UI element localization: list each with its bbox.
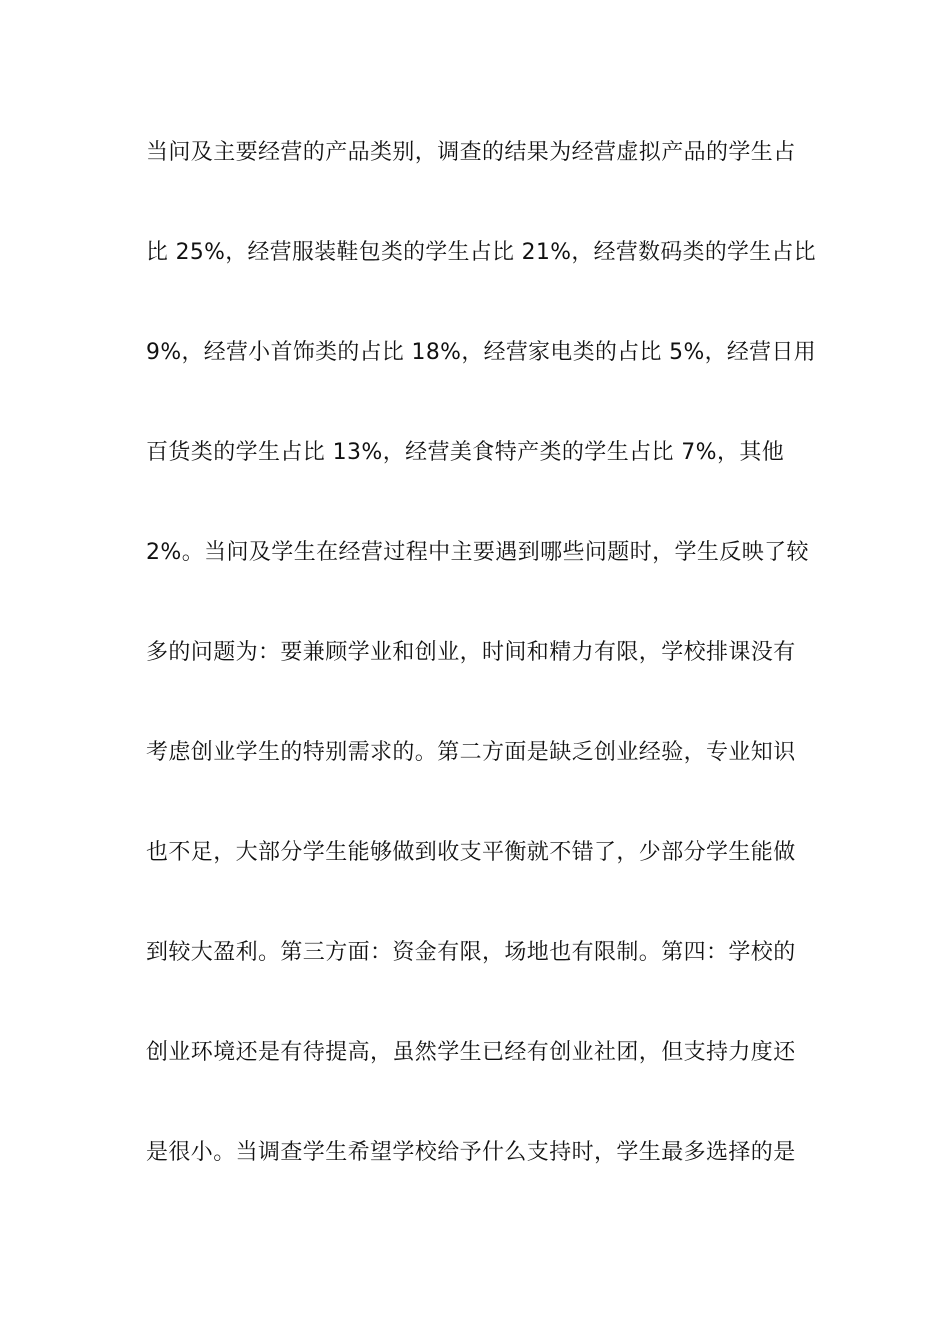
text-line: 比 25%，经营服装鞋包类的学生占比 21%，经营数码类的学生占比 bbox=[146, 240, 817, 265]
text-line: 9%，经营小首饰类的占比 18%，经营家电类的占比 5%，经营日用 bbox=[146, 340, 816, 365]
text-line: 2%。当问及学生在经营过程中主要遇到哪些问题时，学生反映了较 bbox=[146, 540, 809, 565]
text-line: 是很小。当调查学生希望学校给予什么支持时，学生最多选择的是 bbox=[146, 1140, 796, 1165]
text-line: 创业环境还是有待提高，虽然学生已经有创业社团，但支持力度还 bbox=[146, 1040, 796, 1065]
text-line: 多的问题为：要兼顾学业和创业，时间和精力有限，学校排课没有 bbox=[146, 640, 796, 665]
text-line: 到较大盈利。第三方面：资金有限，场地也有限制。第四：学校的 bbox=[146, 940, 796, 965]
text-line: 也不足，大部分学生能够做到收支平衡就不错了，少部分学生能做 bbox=[146, 840, 796, 865]
text-line: 当问及主要经营的产品类别，调查的结果为经营虚拟产品的学生占 bbox=[146, 140, 796, 165]
body-paragraph bbox=[146, 130, 816, 1230]
text-line: 百货类的学生占比 13%，经营美食特产类的学生占比 7%，其他 bbox=[146, 440, 785, 465]
text-line: 考虑创业学生的特别需求的。第二方面是缺乏创业经验，专业知识 bbox=[146, 740, 796, 765]
